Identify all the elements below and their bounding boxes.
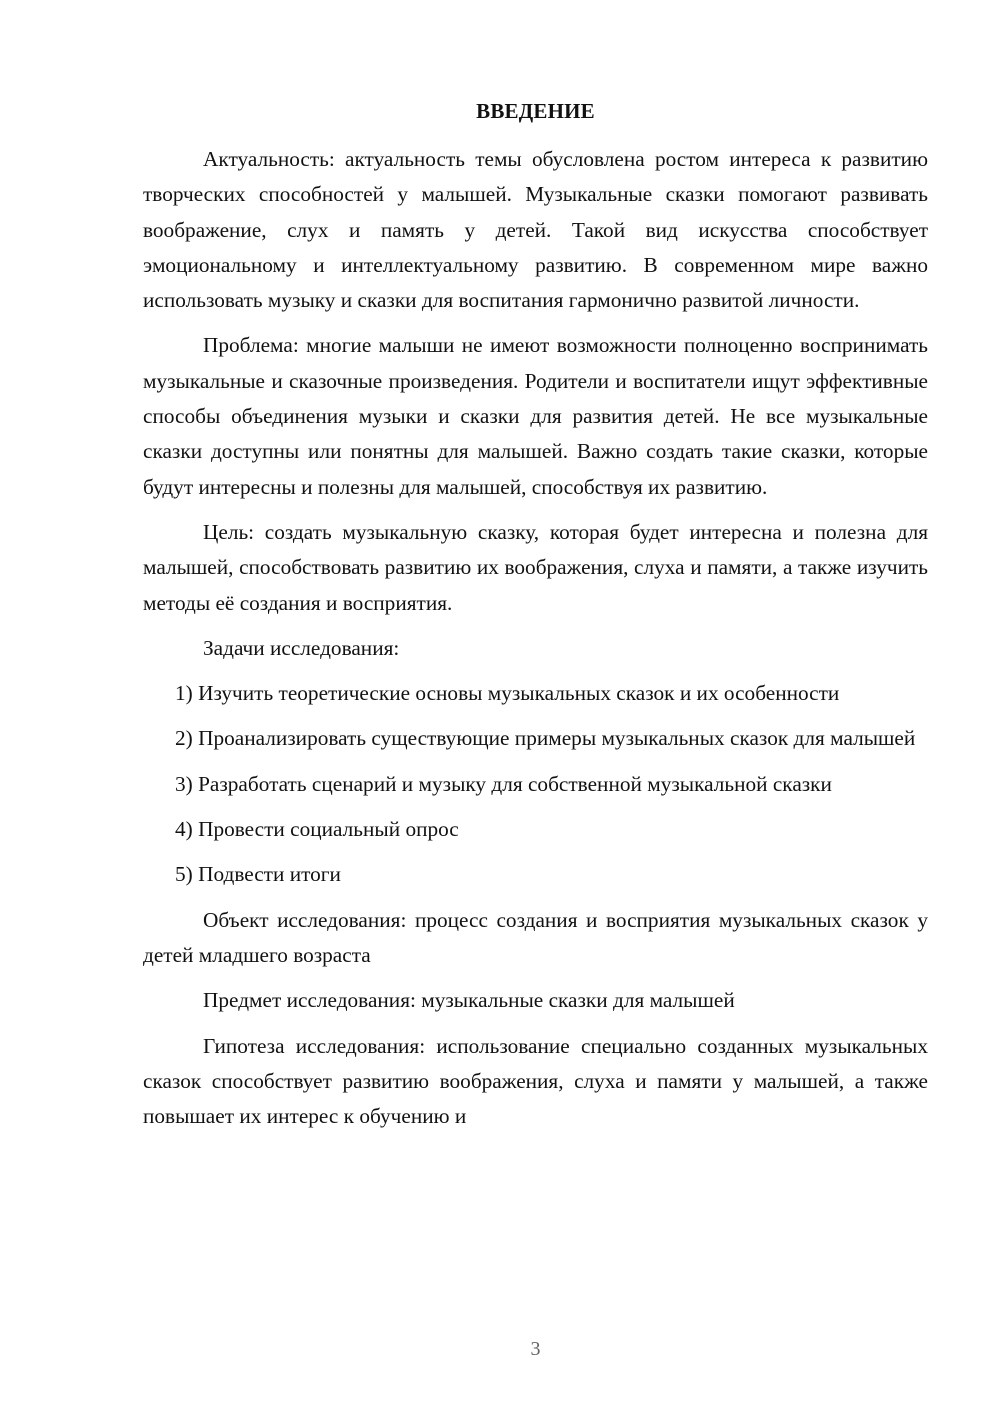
- task-item-4: 4) Провести социальный опрос: [175, 817, 459, 842]
- paragraph-hypothesis: Гипотеза исследования: использование специально созданных музыкальных сказок способствует развитию воображения, слуха и памяти у малышей, а также повышает их интерес к обучению и: [143, 1033, 928, 1129]
- page-title: ВВЕДЕНИЕ: [476, 99, 595, 123]
- task-item-3: 3) Разработать сценарий и музыку для собственной музыкальной сказки: [175, 771, 832, 796]
- tasks-heading: Задачи исследования:: [203, 635, 400, 660]
- paragraph-goal: Цель: создать музыкальную сказку, которая будет интересна и полезна для малышей, способствовать развитию их воображения, слуха и памяти, а также изучить методы её создания и восприятия.: [143, 519, 928, 615]
- paragraph-object: Объект исследования: процесс создания и восприятия музыкальных сказок у детей младшего возраста: [143, 907, 928, 967]
- task-item-5: 5) Подвести итоги: [175, 862, 341, 887]
- task-item-2: 2) Проанализировать существующие примеры музыкальных сказок для малышей: [175, 726, 916, 751]
- paragraph-problem: Проблема: многие малыши не имеют возможности полноценно воспринимать музыкальные и сказочные произведения. Родители и воспитатели ищут эффективные способы объединения музыки и сказки для развития детей. Не все музыкальные сказки доступны или понятны для малышей. Важно создать такие сказки, которые будут интересны и полезны для малышей, способствуя их развитию.: [143, 333, 928, 499]
- document-body: [143, 142, 928, 1144]
- document-page: [143, 0, 928, 1414]
- page-number: 3: [530, 1338, 541, 1360]
- paragraph-relevance: Актуальность: актуальность темы обусловлена ростом интереса к развитию творческих способностей у малышей. Музыкальные сказки помогают развивать воображение, слух и память у детей. Такой вид искусства способствует эмоциональному и интеллектуальному развитию. В современном мире важно использовать музыку и сказки для воспитания гармонично развитой личности.: [143, 147, 928, 313]
- paragraph-subject: Предмет исследования: музыкальные сказки для малышей: [203, 988, 735, 1013]
- task-item-1: 1) Изучить теоретические основы музыкальных сказок и их особенности: [175, 681, 840, 706]
